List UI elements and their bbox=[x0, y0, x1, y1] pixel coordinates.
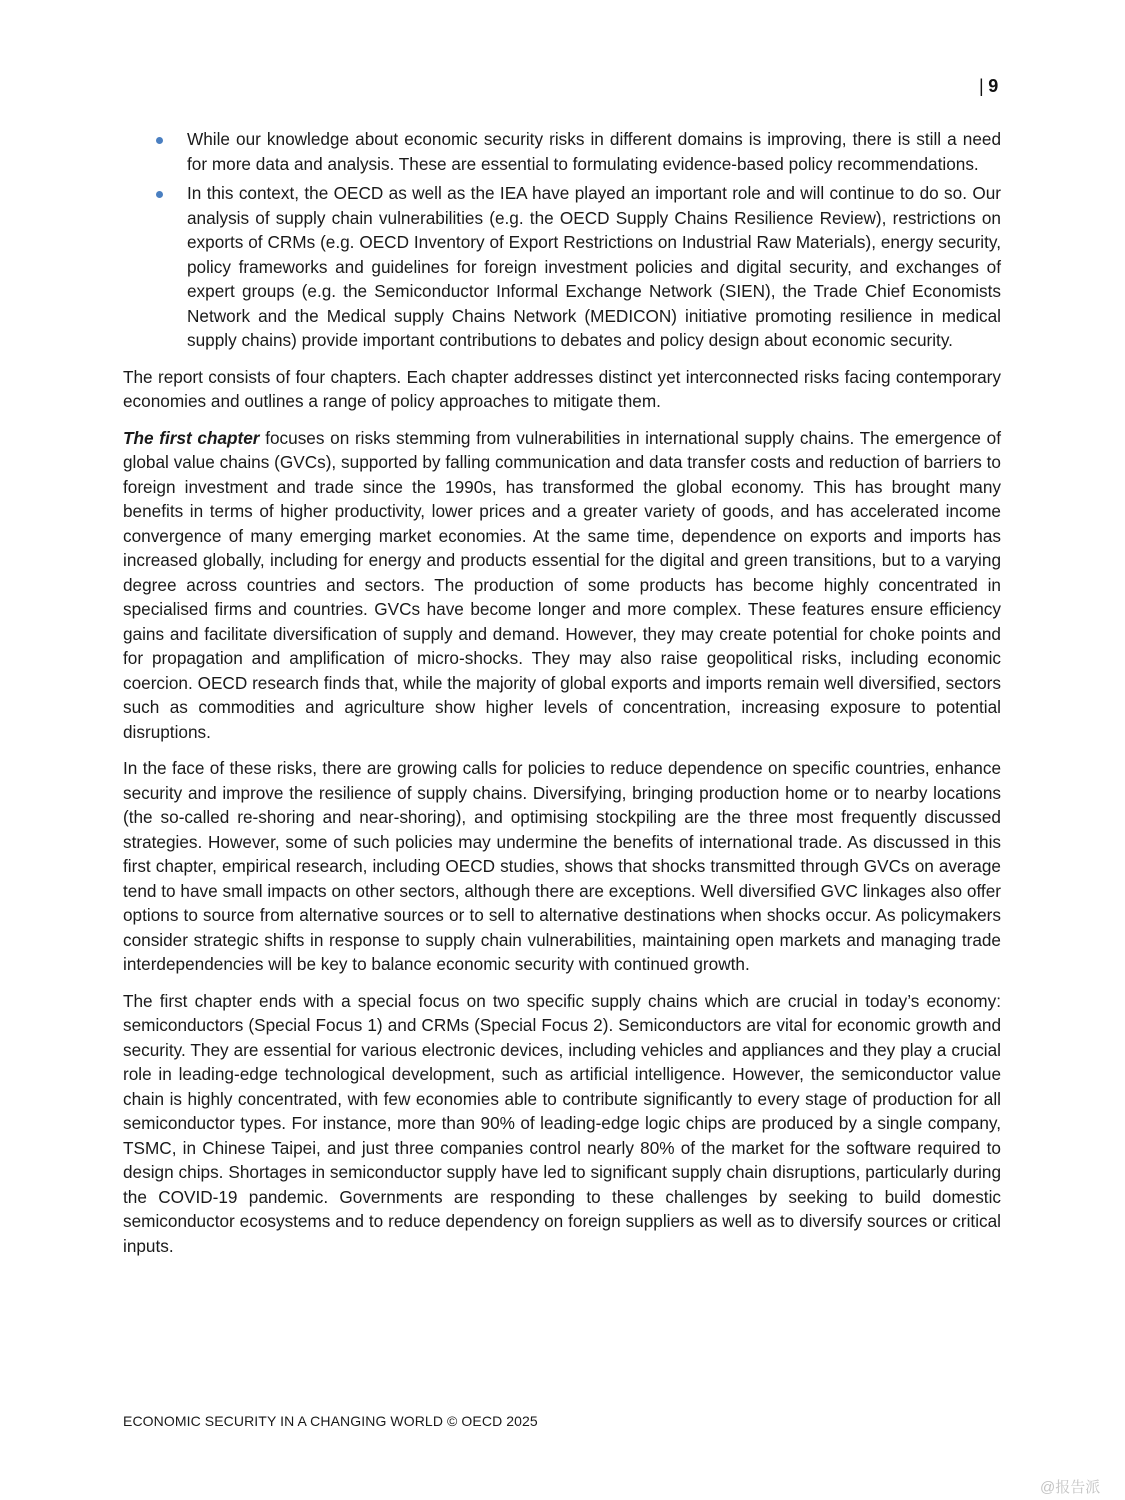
bullet-item bbox=[123, 127, 1001, 176]
page-number-value: 9 bbox=[988, 76, 999, 96]
document-body bbox=[123, 127, 1001, 1270]
paragraph-special-focus bbox=[123, 989, 1001, 1259]
bullet-dot-icon bbox=[156, 191, 163, 198]
watermark: @报告派 bbox=[1040, 1479, 1101, 1496]
paragraph-text: The first chapter ends with a special focus on two specific supply chains which are crucial in today’s economy: semiconductors (Special Focus 1) and CRMs (Special Focus 2). Semiconductors are vital for economic growth and security. They are essential for various electronic devices, including vehicles and appliances and they play a crucial role in leading-edge technological development, such as artificial intelligence. However, the semiconductor value chain is highly concentrated, with few economies able to contribute significantly to every stage of production for all semiconductor types. For instance, more than 90% of leading-edge logic chips are produced by a single company, TSMC, in Chinese Taipei, and just three companies control nearly 80% of the market for the software required to design chips. Shortages in semiconductor supply have led to significant supply chain disruptions, particularly during the COVID-19 pandemic. Governments are responding to these challenges by seeking to build domestic semiconductor ecosystems and to reduce dependency on foreign suppliers as well as to diversify sources or critical inputs. bbox=[123, 990, 1001, 1256]
bullet-text: While our knowledge about economic security risks in different domains is improving, there is still a need for more data and analysis. These are essential to formulating evidence-based policy recommendations. bbox=[187, 129, 1001, 174]
bullet-text: In this context, the OECD as well as the IEA have played an important role and will continue to do so. Our analysis of supply chain vulnerabilities (e.g. the OECD Supply Chains Resilience Review), restrictions on exports of CRMs (e.g. OECD Inventory of Export Restrictions on Industrial Raw Materials), energy security, policy frameworks and guidelines for foreign investment policies and digital security, and exchanges of expert groups (e.g. the Semiconductor Informal Exchange Network (SIEN), the Trade Chief Economists Network and the Medical supply Chains Network (MEDICON) initiative promoting resilience in medical supply chains) provide important contributions to debates and policy design about economic security. bbox=[187, 183, 1001, 350]
page-number-separator: | bbox=[979, 76, 985, 96]
paragraph-first-chapter bbox=[123, 426, 1001, 745]
bullet-dot-icon bbox=[156, 137, 163, 144]
paragraph-report-overview bbox=[123, 365, 1001, 414]
paragraph-text: In the face of these risks, there are growing calls for policies to reduce dependence on specific countries, enhance security and improve the resilience of supply chains. Diversifying, bringing production home or to nearby locations (the so-called re-shoring and near-shoring), and optimising stockpiling are the three most frequently discussed strategies. However, some of such policies may undermine the benefits of international trade. As discussed in this first chapter, empirical research, including OECD studies, shows that shocks transmitted through GVCs on average tend to have small impacts on other sectors, although there are exceptions. Well diversified GVC linkages also offer options to source from alternative sources or to sell to alternative destinations when shocks occur. As policymakers consider strategic shifts in response to supply chain vulnerabilities, maintaining open markets and managing trade interdependencies will be key to balance economic security with continued growth. bbox=[123, 758, 1001, 974]
bullet-item bbox=[123, 181, 1001, 353]
paragraph-text: focuses on risks stemming from vulnerabilities in international supply chains. The emergence of global value chains (GVCs), supported by falling communication and data transfer costs and reduction of barriers to foreign investment and trade since the 1990s, has transformed the global economy. This has brought many benefits in terms of higher productivity, lower prices and a greater variety of goods, and has accelerated income convergence of many emerging market economies. At the same time, dependence on exports and imports has increased globally, including for energy and products essential for the digital and green transitions, but to a varying degree across countries and sectors. The production of some products has become highly concentrated in specialised firms and countries. GVCs have become longer and more complex. These features ensure efficiency gains and facilitate diversification of supply and demand. However, they may create potential for choke points and for propagation and amplification of micro-shocks. They may also raise geopolitical risks, including economic coercion. OECD research finds that, while the majority of global exports and imports remain well diversified, sectors such as commodities and agriculture show higher levels of concentration, increasing exposure to potential disruptions. bbox=[123, 427, 1002, 742]
page-footer: ECONOMIC SECURITY IN A CHANGING WORLD © OECD 2025 bbox=[123, 1413, 538, 1429]
paragraph-text: The report consists of four chapters. Each chapter addresses distinct yet interconnected risks facing contemporary economies and outlines a range of policy approaches to mitigate them. bbox=[123, 366, 1001, 411]
paragraph-policy-responses bbox=[123, 756, 1001, 977]
page-number bbox=[979, 76, 999, 97]
paragraph-lead: The first chapter bbox=[123, 427, 260, 448]
bullet-list bbox=[123, 127, 1001, 353]
